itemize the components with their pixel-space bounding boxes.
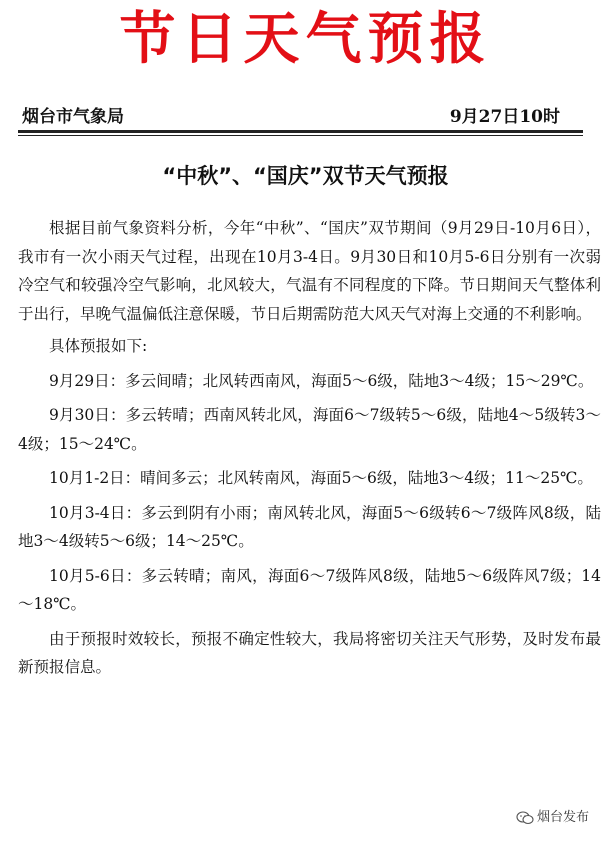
paragraph-closing: 由于预报时效较长，预报不确定性较大，我局将密切关注天气形势，及时发布最新预报信息。 [18,629,601,676]
forecast-sep-29: 9月29日：多云间晴；北风转西南风，海面5～6级，陆地3～4级；15～29℃。 [49,371,594,390]
document-title: “中秋”、“国庆”双节天气预报 [162,164,449,188]
paragraph-summary: 根据目前气象资料分析，今年“中秋”、“国庆”双节期间（9月29日-10月6日），我市有一次小雨天气过程，出现在10月3-4日。9月30日和10月5-6日分别有一次弱冷空气和较强冷空气影响，北风较大，气温有不同程度的下降。节日期间天气整体利于出行，早晚气温偏低注意保暖，节日后期需防范大风天气对海上交通的不利影响。 [18,219,601,323]
wechat-icon [516,811,534,825]
forecast-sep-30: 9月30日：多云转晴；西南风转北风，海面6～7级转5～6级，陆地4～5级转3～4级；15～24℃。 [18,406,601,453]
watermark-label: 烟台发布 [537,810,590,825]
issue-date: 9月27日10时 [449,107,560,127]
forecast-oct-3-4: 10月3-4日：多云到阴有小雨；南风转北风，海面5～6级转6～7级阵风8级，陆地3～4级转5～6级；14～25℃。 [18,503,601,550]
forecast-oct-1-2: 10月1-2日：晴间多云；北风转南风，海面5～6级，陆地3～4级；11～25℃。 [49,469,593,487]
issuer-row [18,103,588,131]
header-rule-thick [18,130,583,133]
issuer-name: 烟台市气象局 [22,107,124,127]
forecast-oct-5-6: 10月5-6日：多云转晴；南风，海面6～7级阵风8级，陆地5～6级阵风7级；14～18℃。 [18,566,601,613]
header-rule-thin [18,135,583,136]
document-body [18,214,601,688]
masthead-title: 节日天气预报 [119,7,492,72]
source-watermark [512,806,593,830]
paragraph-intro: 具体预报如下: [49,337,148,355]
